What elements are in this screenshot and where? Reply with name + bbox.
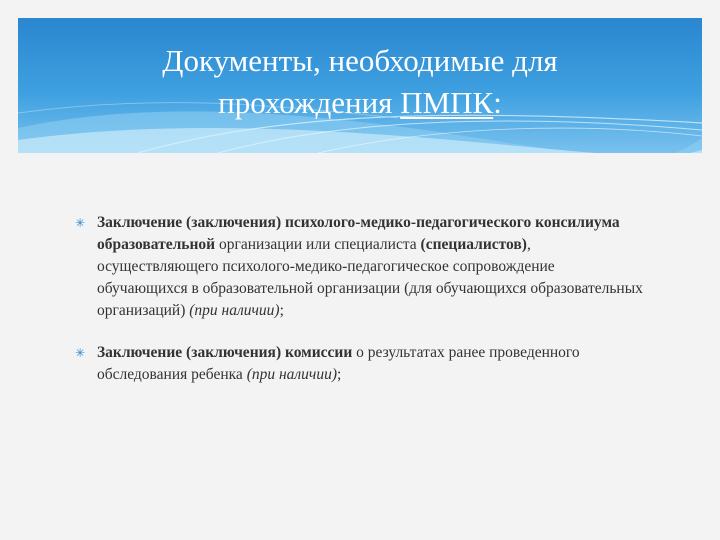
list-item bbox=[75, 212, 645, 322]
bullet-bold-text-2: (специалистов) bbox=[420, 236, 527, 253]
bullet-tail: ; bbox=[336, 366, 342, 383]
bullet-text: организации или специалиста bbox=[215, 236, 421, 253]
page-title bbox=[18, 40, 702, 124]
bullet-italic-note: (при наличии) bbox=[189, 302, 280, 319]
asterisk-bullet-icon: ✳ bbox=[75, 346, 86, 360]
list-item bbox=[75, 342, 645, 386]
title-line-2 bbox=[18, 82, 702, 124]
title-colon: : bbox=[493, 85, 502, 120]
bullet-list bbox=[75, 212, 645, 406]
title-abbreviation: ПМПК bbox=[400, 85, 494, 120]
title-line-1: Документы, необходимые для bbox=[162, 43, 558, 78]
bullet-text-2: , осуществляющего психолого-медико-педагогическое сопровождение обучающихся в образовательной организации (для обучающихся образовательных организаций) bbox=[97, 236, 643, 319]
bullet-italic-note: (при наличии) bbox=[246, 366, 337, 383]
bullet-tail: ; bbox=[279, 302, 284, 319]
bullet-bold-text: Заключение (заключения) комиссии bbox=[97, 344, 353, 361]
bullet-bold-text: Заключение (заключения) психолого-медико-педагогического консилиума образовательной bbox=[97, 214, 620, 253]
asterisk-bullet-icon: ✳ bbox=[75, 216, 86, 230]
bullet-text: о результатах ранее проведенного обследования ребенка bbox=[97, 344, 580, 383]
title-line-2-text: прохождения bbox=[218, 85, 401, 120]
